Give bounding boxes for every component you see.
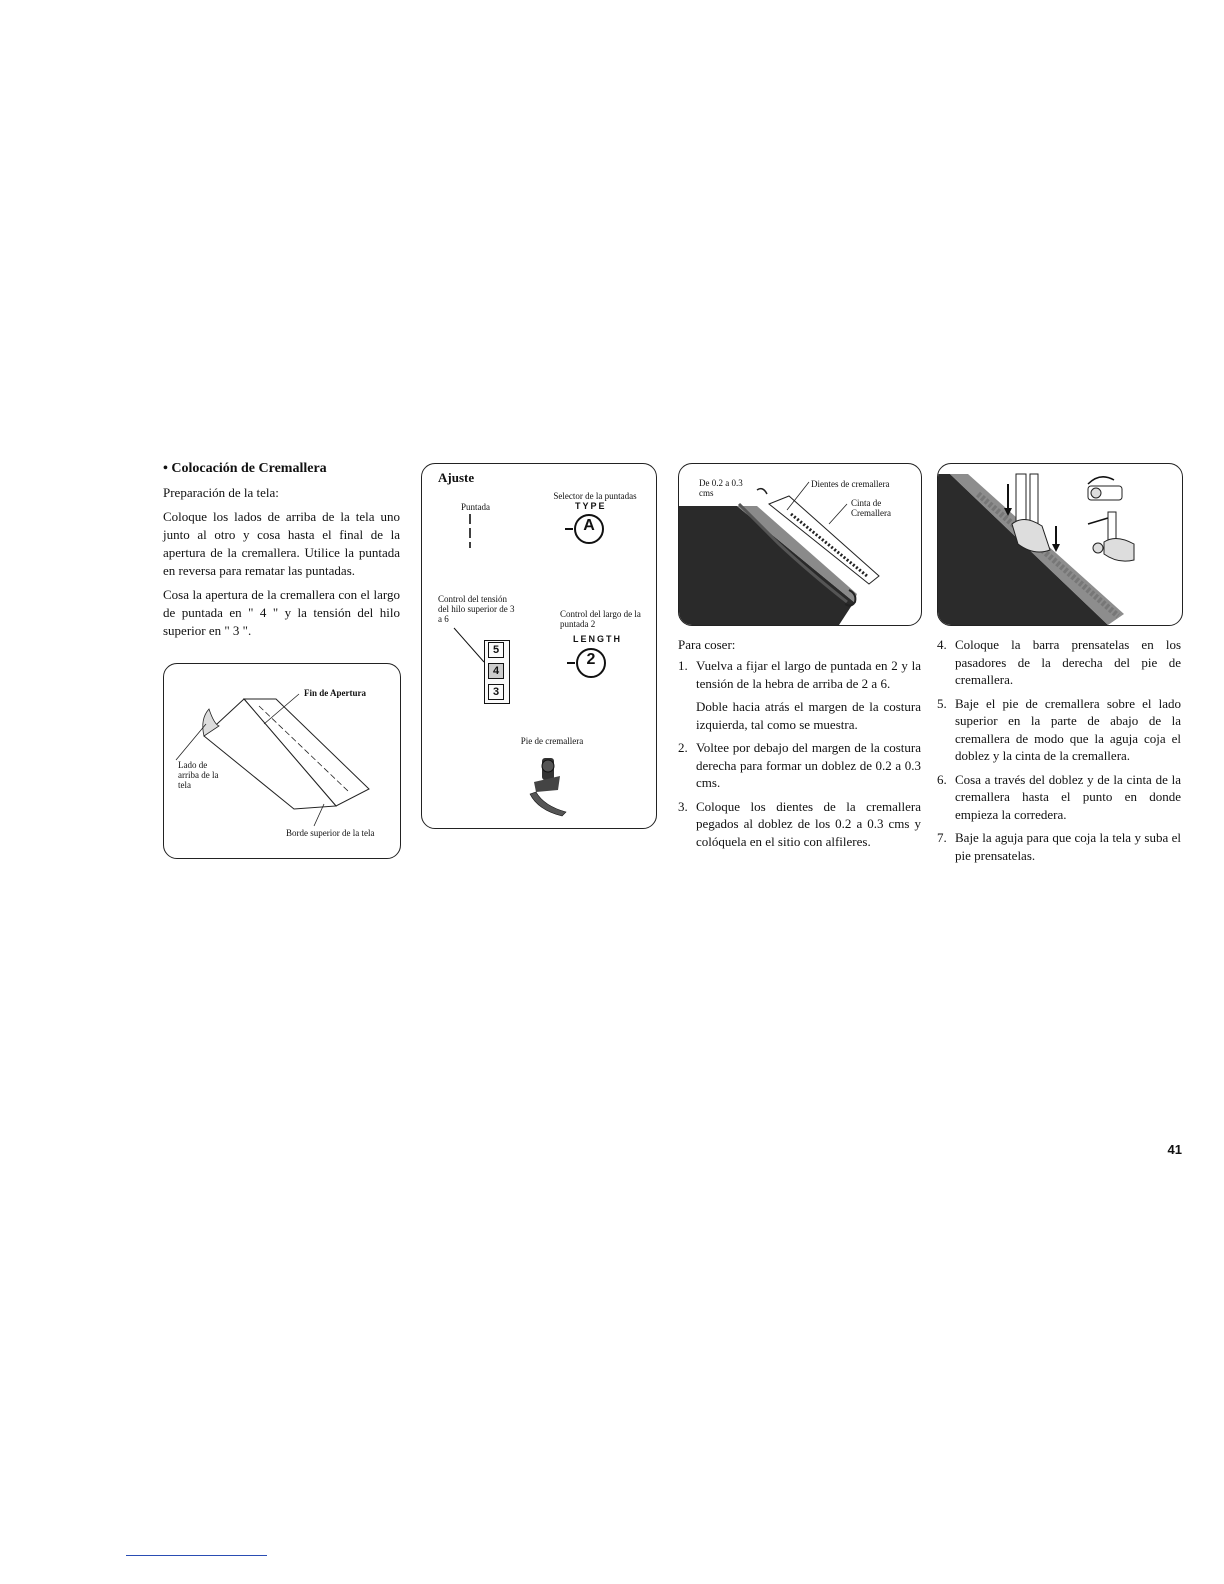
- tension-label: Control del tensión del hilo superior de 3 a 6: [438, 594, 515, 624]
- step-5: [937, 695, 1181, 765]
- intro-paragraph-1: Coloque los lados de arriba de la tela uno junto al otro y cosa hasta el final de la apertura de la cremallera. Utilice la puntada en reversa para rematar las puntadas.: [163, 509, 400, 578]
- step-5-number: 5.: [937, 695, 947, 711]
- step-1b-text: Doble hacia atrás el margen de la costura izquierda, tal como se muestra.: [696, 699, 921, 732]
- page-number: 41: [1167, 1142, 1182, 1157]
- zipper-tape-label: Cinta de Cremallera: [851, 498, 891, 518]
- step-2-number: 2.: [678, 740, 688, 755]
- steps-list-left: [678, 657, 921, 856]
- step-7: [937, 829, 1181, 864]
- length-word: LENGTH: [573, 634, 622, 644]
- type-label: TYPE: [575, 501, 607, 511]
- zipper-teeth-label: Dientes de cremallera: [811, 479, 890, 489]
- step-7-text: Baje la aguja para que coja la tela y suba el pie prensatelas.: [955, 830, 1181, 863]
- step-4: [937, 636, 1181, 689]
- step-3-number: 3.: [678, 798, 688, 814]
- machine-foot-diagram: [938, 464, 1182, 625]
- step-4-text: Coloque la barra prensatelas en los pasadores de la derecha del pie de cremallera.: [955, 637, 1181, 687]
- step-6-text: Cosa a través del doblez y de la cinta de la cremallera hasta el punto en donde empieza la corredera.: [955, 771, 1181, 822]
- fabric-figure: [163, 663, 401, 859]
- step-1-number: 1.: [678, 658, 688, 673]
- step-6-number: 6.: [937, 771, 947, 787]
- section-heading: • Colocación de Cremallera: [163, 461, 327, 476]
- step-1: [678, 657, 921, 692]
- step-1-continued: [678, 698, 921, 733]
- type-pointer: [565, 528, 573, 530]
- step-5-text: Baje el pie de cremallera sobre el lado superior en la parte de abajo de la cremallera de modo que la aguja coja el doblez y la cinta de la cremallera.: [955, 695, 1181, 763]
- step-7-number: 7.: [937, 830, 947, 845]
- length-pointer: [567, 662, 575, 664]
- margin-label: De 0.2 a 0.3 cms: [699, 478, 751, 498]
- fabric-edge-label: Borde superior de la tela: [286, 828, 375, 838]
- step-3-text: Coloque los dientes de la cremallera pegados al doblez de los 0.2 a 0.3 cms y colóquela en el sitio con alfileres.: [696, 798, 921, 849]
- straight-stitch-icon: [465, 512, 475, 548]
- stitch-label: Puntada: [461, 502, 490, 512]
- intro-section: [163, 460, 400, 646]
- zipper-foot-label: Pie de cremallera: [520, 736, 584, 746]
- tension-mark-3: 3: [488, 684, 504, 700]
- intro-paragraph-2: Cosa la apertura de la cremallera con el largo de puntada en " 4 " y la tensión del hilo superior en " 3 ".: [163, 587, 400, 638]
- selector-label: Selector de la puntadas: [553, 491, 637, 501]
- settings-box: [421, 463, 657, 829]
- length-label: Control del largo de la puntada 2: [560, 609, 641, 629]
- step-2-text: Voltee por debajo del margen de la costura derecha para formar un doblez de 0.2 a 0.3 cms.: [696, 740, 921, 790]
- step-6: [937, 771, 1181, 824]
- zipper-figure: [678, 463, 922, 626]
- step-1-text: Vuelva a fijar el largo de puntada en 2 y la tensión de la hebra de arriba de 2 a 6.: [696, 658, 921, 691]
- sewing-label: Para coser:: [678, 637, 736, 652]
- prep-label: Preparación de la tela:: [163, 485, 279, 500]
- type-value: A: [583, 517, 595, 534]
- footer-rule: [126, 1555, 267, 1556]
- tension-mark-5: 5: [488, 642, 504, 658]
- length-value: 2: [586, 651, 596, 668]
- step-3: [678, 798, 921, 851]
- settings-title: Ajuste: [438, 470, 475, 485]
- step-2: [678, 739, 921, 792]
- end-of-opening-label: Fin de Apertura: [304, 688, 366, 698]
- zipper-foot-icon: [514, 752, 584, 818]
- fabric-side-label: Lado de arriba de la tela: [178, 760, 219, 790]
- machine-figure: [937, 463, 1183, 626]
- step-4-number: 4.: [937, 637, 947, 652]
- tension-mark-4: 4: [488, 663, 504, 679]
- steps-list-right: [937, 636, 1181, 870]
